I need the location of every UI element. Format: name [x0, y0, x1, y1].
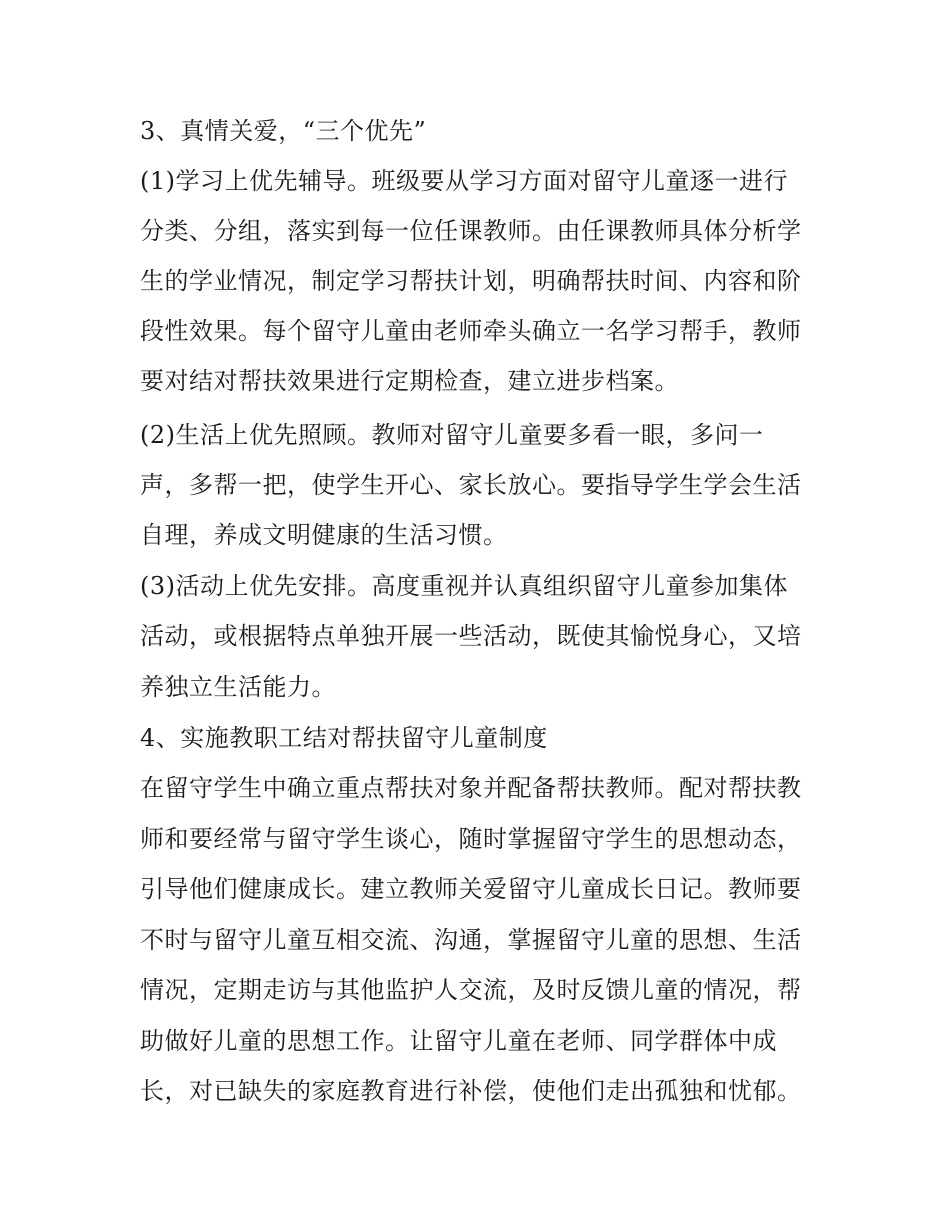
section-heading-4: 4、实施教职工结对帮扶留守儿童制度: [140, 724, 548, 752]
text-line: 引导他们健康成长。建立教师关爱留守儿童成长日记。教师要: [140, 875, 802, 903]
text-line: 分类、分组，落实到每一位任课教师。由任课教师具体分析学: [140, 217, 802, 245]
text-line: 养独立生活能力。: [140, 673, 336, 701]
text-line: 不时与留守儿童互相交流、沟通，掌握留守儿童的思想、生活: [140, 926, 802, 954]
text-line: (1)学习上优先辅导。班级要从学习方面对留守儿童逐一进行: [140, 167, 788, 195]
text-line: 段性效果。每个留守儿童由老师牵头确立一名学习帮手，教师: [140, 317, 802, 345]
text-line: (3)活动上优先安排。高度重视并认真组织留守儿童参加集体: [140, 572, 788, 600]
section-heading-3: 3、真情关爱，“三个优先”: [140, 117, 427, 145]
text-line: 要对结对帮扶效果进行定期检查，建立进步档案。: [140, 367, 679, 395]
text-line: 师和要经常与留守学生谈心，随时掌握留守学生的思想动态，: [140, 825, 802, 853]
text-line: 情况，定期走访与其他监护人交流，及时反馈儿童的情况，帮: [140, 976, 802, 1004]
text-line: 长，对已缺失的家庭教育进行补偿，使他们走出孤独和忧郁。: [140, 1077, 802, 1105]
text-line: 声，多帮一把，使学生开心、家长放心。要指导学生学会生活: [140, 471, 802, 499]
text-line: 助做好儿童的思想工作。让留守儿童在老师、同学群体中成: [140, 1027, 777, 1055]
text-line: (2)生活上优先照顾。教师对留守儿童要多看一眼，多问一: [140, 421, 764, 449]
text-line: 自理，养成文明健康的生活习惯。: [140, 521, 508, 549]
text-line: 在留守学生中确立重点帮扶对象并配备帮扶教师。配对帮扶教: [140, 774, 802, 802]
text-line: 活动，或根据特点单独开展一些活动，既使其愉悦身心，又培: [140, 622, 802, 650]
text-line: 生的学业情况，制定学习帮扶计划，明确帮扶时间、内容和阶: [140, 267, 802, 295]
